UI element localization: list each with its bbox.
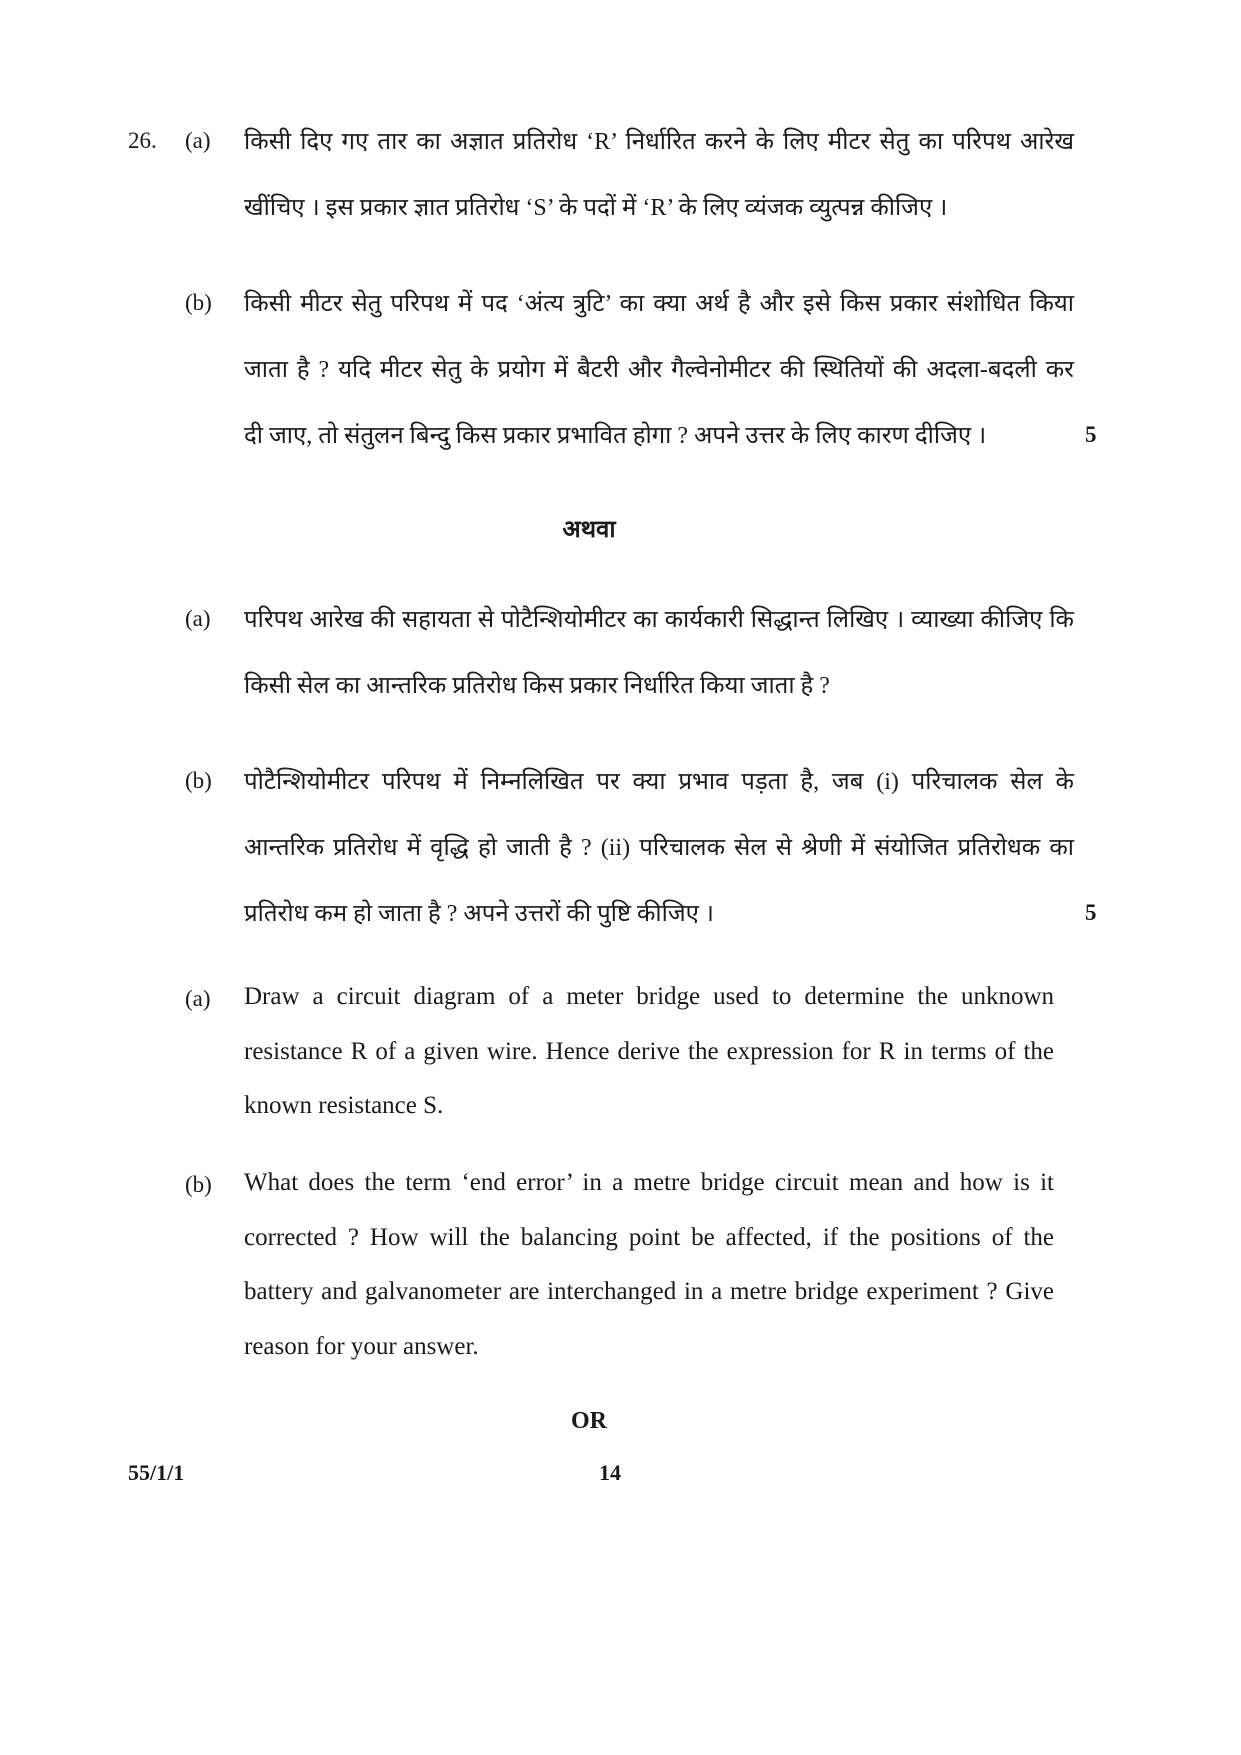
question-number: 26.: [128, 128, 157, 153]
part-label: (b): [185, 768, 212, 793]
text-line: किसी मीटर सेतु परिपथ में पद ‘अंत्य त्रुटि’ का क्या अर्थ है और इसे किस प्रकार संशोधित किया: [244, 291, 1074, 317]
english-paragraph: Draw a circuit diagram of a meter bridge used to determine the unknown resistance R of a given wire. Hence derive the expression for R in terms of the known resistance S.: [244, 983, 1054, 1119]
hindi-or-separator: अथवा: [562, 517, 616, 543]
marks: 5: [1085, 422, 1097, 447]
text-line: परिपथ आरेख की सहायता से पोटैन्शियोमीटर का कार्यकारी सिद्धान्त लिखिए । व्याख्या कीजिए कि: [244, 607, 1074, 633]
text-line: दी जाए, तो संतुलन बिन्दु किस प्रकार प्रभावित होगा ? अपने उत्तर के लिए कारण दीजिए ।: [244, 423, 987, 449]
marks: 5: [1085, 900, 1097, 925]
english-paragraph: What does the term ‘end error’ in a metre bridge circuit mean and how is it corrected ? How will the balancing point be affected, if the positions of the battery and galvanometer are interchanged in a metre bridge experiment ? Give reason for your answer.: [244, 1169, 1054, 1360]
text-line: किसी दिए गए तार का अज्ञात प्रतिरोध ‘R’ निर्धारित करने के लिए मीटर सेतु का परिपथ आरेख: [244, 129, 1074, 155]
part-label: (a): [185, 606, 211, 631]
page-number: 14: [599, 1460, 621, 1485]
part-label: (a): [185, 128, 211, 153]
paper-code: 55/1/1: [128, 1460, 185, 1485]
part-label: (b): [185, 290, 212, 315]
text-line: खींचिए । इस प्रकार ज्ञात प्रतिरोध ‘S’ के पदों में ‘R’ के लिए व्यंजक व्युत्पन्न कीजिए ।: [244, 195, 948, 221]
text-line: जाता है ? यदि मीटर सेतु के प्रयोग में बैटरी और गैल्वेनोमीटर की स्थितियों की अदला-बदली कर: [244, 357, 1074, 383]
english-or-separator: OR: [571, 1408, 607, 1434]
part-label: (b): [185, 1172, 212, 1197]
text-line: प्रतिरोध कम हो जाता है ? अपने उत्तरों की पुष्टि कीजिए ।: [244, 901, 715, 927]
text-line: आन्तरिक प्रतिरोध में वृद्धि हो जाती है ? (ii) परिचालक सेल से श्रेणी में संयोजित प्रतिरोधक का: [244, 835, 1074, 861]
text-line: किसी सेल का आन्तरिक प्रतिरोध किस प्रकार निर्धारित किया जाता है ?: [244, 673, 830, 699]
part-label: (a): [185, 986, 211, 1011]
text-line: पोटैन्शियोमीटर परिपथ में निम्नलिखित पर क्या प्रभाव पड़ता है, जब (i) परिचालक सेल के: [244, 769, 1074, 795]
